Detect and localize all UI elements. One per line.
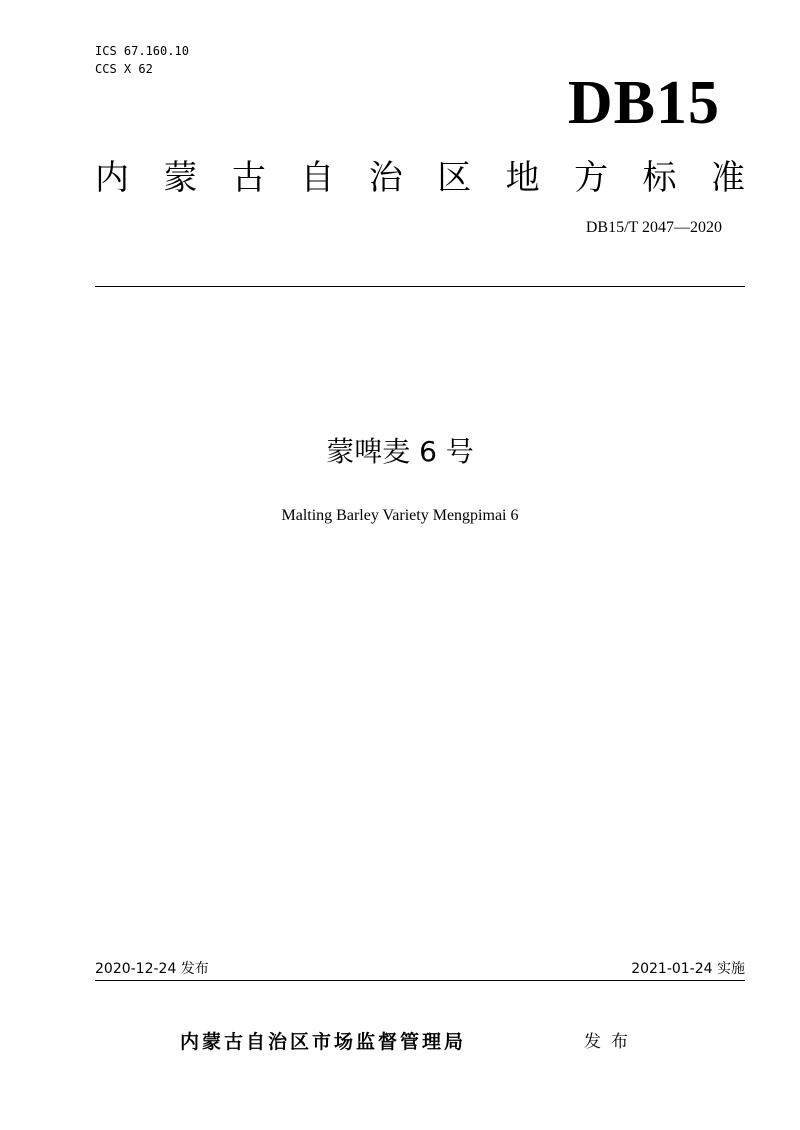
db-logo: DB15 <box>567 69 720 137</box>
issuer-action: 发布 <box>584 1032 638 1052</box>
standard-number: DB15/T 2047—2020 <box>585 219 722 236</box>
ics-code: ICS 67.160.10 <box>95 44 189 58</box>
issuing-authority: 内蒙古自治区市场监督管理局 <box>180 1031 467 1053</box>
implement-date: 2021-01-24 实施 <box>631 961 745 977</box>
standard-type-char: 地 <box>505 158 540 198</box>
standard-type-char: 方 <box>574 158 609 198</box>
document-title: 蒙啤麦 6 号 <box>326 435 474 468</box>
standard-type-char: 蒙 <box>163 158 198 198</box>
document-english-title: Malting Barley Variety Mengpimai 6 <box>281 507 519 524</box>
header-divider <box>95 286 745 287</box>
standard-type-char: 内 <box>95 158 129 198</box>
standard-type-char: 治 <box>368 158 403 198</box>
ccs-code: CCS X 62 <box>95 62 153 76</box>
standard-type-title <box>95 158 745 198</box>
date-line <box>95 958 745 981</box>
issuer-row <box>180 1030 638 1054</box>
publish-date: 2020-12-24 发布 <box>95 961 209 977</box>
standard-type-char: 区 <box>437 158 472 198</box>
standard-type-char: 自 <box>300 158 335 198</box>
standard-type-char: 标 <box>642 158 677 198</box>
classification-codes <box>95 42 189 78</box>
standard-type-char: 古 <box>231 158 266 198</box>
standard-type-char: 准 <box>710 158 745 198</box>
